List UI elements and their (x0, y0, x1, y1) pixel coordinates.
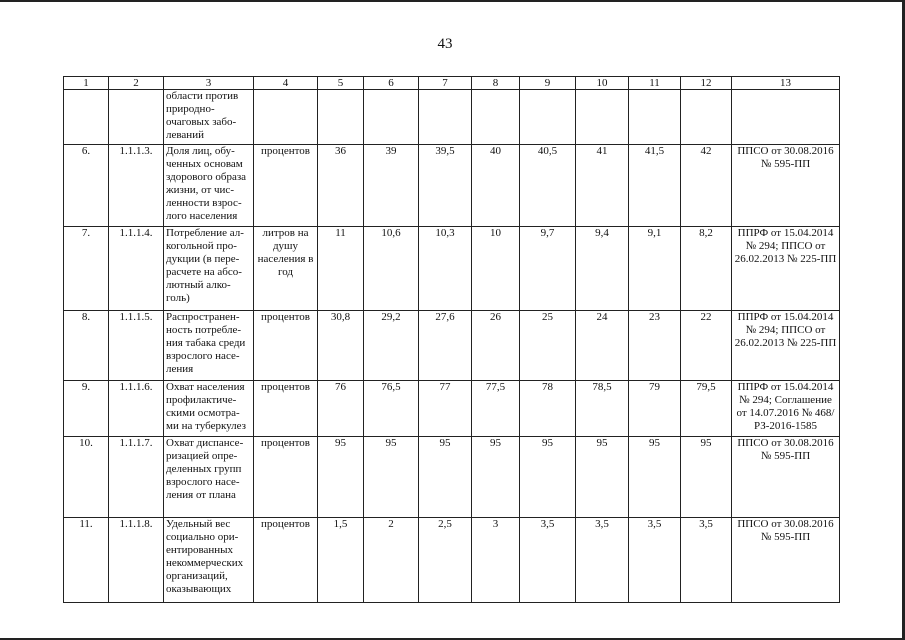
value-col12: 42 (681, 145, 732, 227)
column-header: 10 (576, 77, 629, 90)
indicator-name: Охват диспансе-ризацией опре-деленных групп взрослого насе-ления от плана (164, 437, 254, 518)
column-header: 7 (419, 77, 472, 90)
page-number: 43 (437, 36, 453, 52)
value-col7: 2,5 (419, 518, 472, 603)
row-number: 11. (64, 518, 109, 603)
value-col5: 11 (318, 227, 364, 311)
value-col12: 95 (681, 437, 732, 518)
value-col6: 76,5 (364, 381, 419, 437)
table-row (64, 518, 840, 603)
column-header: 2 (109, 77, 164, 90)
table-row (64, 227, 840, 311)
value-col11: 9,1 (629, 227, 681, 311)
value-col7: 27,6 (419, 311, 472, 381)
indicator-name: Охват населения профилактиче-скими осмотра-ми на туберкулез (164, 381, 254, 437)
indicator-name-continued: области против природно-очаговых забо-леваний (164, 90, 254, 145)
value-col5: 95 (318, 437, 364, 518)
column-header: 8 (472, 77, 520, 90)
unit: процентов (254, 437, 318, 518)
unit: процентов (254, 145, 318, 227)
value-col10: 3,5 (576, 518, 629, 603)
column-header: 6 (364, 77, 419, 90)
unit: процентов (254, 518, 318, 603)
column-header: 11 (629, 77, 681, 90)
indicator-name: Потребление ал-когольной про-дукции (в пере-расчете на абсо-лютный алко-голь) (164, 227, 254, 311)
value-col8: 10 (472, 227, 520, 311)
value-col10: 9,4 (576, 227, 629, 311)
value-col6: 95 (364, 437, 419, 518)
indicator-name: Распространен-ность потребле-ния табака среди взрослого насе-ления (164, 311, 254, 381)
column-header: 13 (732, 77, 840, 90)
value-col7: 77 (419, 381, 472, 437)
value-col8: 40 (472, 145, 520, 227)
value-col11: 95 (629, 437, 681, 518)
column-header: 4 (254, 77, 318, 90)
value-col6: 39 (364, 145, 419, 227)
indicator-code: 1.1.1.6. (109, 381, 164, 437)
column-header: 9 (520, 77, 576, 90)
row-number: 6. (64, 145, 109, 227)
value-col9: 40,5 (520, 145, 576, 227)
value-col10: 95 (576, 437, 629, 518)
value-col6: 29,2 (364, 311, 419, 381)
scan-edge-top (0, 0, 905, 2)
indicator-code: 1.1.1.3. (109, 145, 164, 227)
legal-reference: ППРФ от 15.04.2014 № 294; ППСО от 26.02.2013 № 225-ПП (732, 311, 840, 381)
value-col9: 3,5 (520, 518, 576, 603)
indicator-code: 1.1.1.8. (109, 518, 164, 603)
value-col10: 41 (576, 145, 629, 227)
value-col5: 36 (318, 145, 364, 227)
column-header: 3 (164, 77, 254, 90)
value-col11: 23 (629, 311, 681, 381)
legal-reference: ППРФ от 15.04.2014 № 294; Соглашение от 14.07.2016 № 468/РЗ-2016-1585 (732, 381, 840, 437)
column-header: 12 (681, 77, 732, 90)
unit: процентов (254, 311, 318, 381)
value-col8: 26 (472, 311, 520, 381)
value-col9: 78 (520, 381, 576, 437)
column-header: 5 (318, 77, 364, 90)
table-row (64, 437, 840, 518)
value-col8: 77,5 (472, 381, 520, 437)
value-col7: 10,3 (419, 227, 472, 311)
indicator-code: 1.1.1.4. (109, 227, 164, 311)
unit: процентов (254, 381, 318, 437)
value-col12: 8,2 (681, 227, 732, 311)
value-col5: 30,8 (318, 311, 364, 381)
row-number: 9. (64, 381, 109, 437)
continuation-row (64, 90, 840, 145)
value-col6: 2 (364, 518, 419, 603)
value-col9: 9,7 (520, 227, 576, 311)
unit: литров на душу населения в год (254, 227, 318, 311)
value-col10: 24 (576, 311, 629, 381)
legal-reference: ППСО от 30.08.2016 № 595-ПП (732, 518, 840, 603)
value-col11: 3,5 (629, 518, 681, 603)
value-col5: 76 (318, 381, 364, 437)
value-col9: 25 (520, 311, 576, 381)
indicator-name: Доля лиц, обу-ченных основам здорового образа жизни, от чис-ленности взрос-лого населения (164, 145, 254, 227)
value-col5: 1,5 (318, 518, 364, 603)
value-col12: 22 (681, 311, 732, 381)
value-col8: 3 (472, 518, 520, 603)
value-col9: 95 (520, 437, 576, 518)
row-number: 8. (64, 311, 109, 381)
value-col7: 95 (419, 437, 472, 518)
table-row (64, 381, 840, 437)
value-col12: 79,5 (681, 381, 732, 437)
column-header: 1 (64, 77, 109, 90)
indicator-code: 1.1.1.7. (109, 437, 164, 518)
value-col6: 10,6 (364, 227, 419, 311)
value-col10: 78,5 (576, 381, 629, 437)
row-number: 7. (64, 227, 109, 311)
value-col8: 95 (472, 437, 520, 518)
value-col11: 79 (629, 381, 681, 437)
legal-reference: ППРФ от 15.04.2014 № 294; ППСО от 26.02.2013 № 225-ПП (732, 227, 840, 311)
value-col12: 3,5 (681, 518, 732, 603)
indicators-table (63, 76, 840, 603)
table-row (64, 145, 840, 227)
legal-reference: ППСО от 30.08.2016 № 595-ПП (732, 437, 840, 518)
legal-reference: ППСО от 30.08.2016 № 595-ПП (732, 145, 840, 227)
value-col7: 39,5 (419, 145, 472, 227)
column-header-row (64, 77, 840, 90)
row-number: 10. (64, 437, 109, 518)
value-col11: 41,5 (629, 145, 681, 227)
indicator-name: Удельный вес социально ори-ентированных некоммерческих организаций, оказывающих (164, 518, 254, 603)
indicator-code: 1.1.1.5. (109, 311, 164, 381)
table-row (64, 311, 840, 381)
